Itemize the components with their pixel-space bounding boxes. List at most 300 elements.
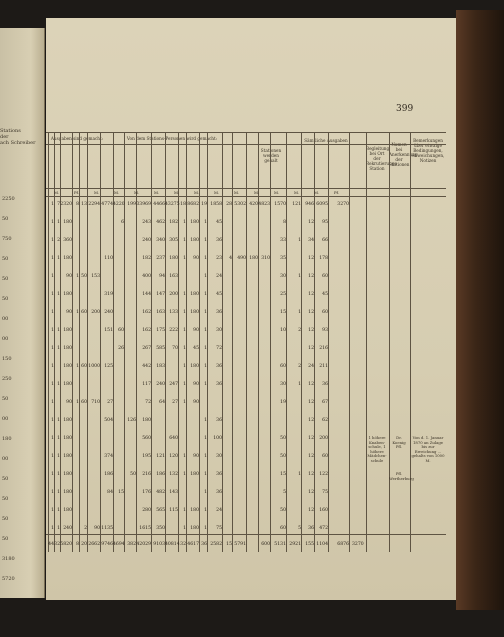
table-cell: 1 (51, 490, 54, 495)
table-cell: 186 (156, 472, 165, 477)
table-cell: 66 (322, 238, 328, 243)
table-cell: 36 (216, 310, 222, 315)
table-cell: 10 (280, 328, 286, 333)
table-cell: 1 (298, 238, 301, 243)
table-cell: 178 (319, 256, 328, 261)
total-cell: 32 (180, 542, 186, 547)
table-cell: 1 (204, 490, 207, 495)
total-cell: 5791 (234, 542, 246, 547)
table-cell: 60 (280, 526, 286, 531)
table-cell: 1 (51, 508, 54, 513)
table-cell: 1 (204, 508, 207, 513)
table-cell: 60 (322, 274, 328, 279)
table-cell: 147 (156, 292, 165, 297)
left-page-value: 150 (2, 356, 12, 362)
table-cell: 5302 (234, 202, 246, 207)
table-cell: 4774 (101, 202, 113, 207)
table-cell: 36 (216, 490, 222, 495)
table-cell: 1 (57, 328, 60, 333)
table-cell: 35 (280, 256, 286, 261)
table-cell: 160 (319, 508, 328, 513)
table-cell: 482 (156, 490, 165, 495)
total-cell: 9103 (153, 542, 165, 547)
column-rule (79, 132, 80, 552)
table-cell: 24 (216, 274, 222, 279)
unit-label: M. (214, 190, 220, 195)
table-cell: 64 (159, 400, 165, 405)
table-cell: 280 (142, 508, 151, 513)
column-rule (72, 132, 73, 552)
table-cell: 122 (319, 472, 328, 477)
table-cell: 180 (63, 328, 72, 333)
table-cell: 243 (142, 220, 151, 225)
table-cell: 2 (298, 328, 301, 333)
table-cell: 1 (183, 400, 186, 405)
table-cell: 1 (51, 292, 54, 297)
left-page-value: 50 (2, 536, 9, 542)
table-cell: 1 (57, 490, 60, 495)
left-page-value: 50 (2, 476, 9, 482)
table-cell: 143 (169, 490, 178, 495)
table-cell: 1 (183, 310, 186, 315)
ledger-table (46, 132, 446, 552)
table-cell: 12 (308, 274, 314, 279)
table-cell: 350 (156, 526, 165, 531)
left-page-value: 00 (2, 456, 9, 462)
table-cell: 462 (156, 220, 165, 225)
table-cell: 15 (118, 490, 124, 495)
table-cell: 180 (63, 508, 72, 513)
table-cell: 1 (204, 454, 207, 459)
column-rule (366, 132, 367, 552)
table-cell: 62 (322, 418, 328, 423)
table-cell: 1 (57, 508, 60, 513)
table-cell: 45 (193, 346, 199, 351)
column-rule (349, 132, 350, 552)
table-cell: 1 (183, 220, 186, 225)
table-cell: 1 (204, 472, 207, 477)
table-cell: 117 (142, 382, 151, 387)
table-cell: 2294 (88, 202, 100, 207)
table-cell: 1 (57, 220, 60, 225)
table-cell: 144 (142, 292, 151, 297)
table-cell: 1 (51, 472, 54, 477)
table-cell: 125 (104, 364, 113, 369)
column-rule (48, 132, 49, 552)
column-rule (410, 132, 411, 552)
table-cell: 211 (319, 364, 328, 369)
header-remarks: Bemerkungen über etwaige Bedingungen, Abweichungen, Notizen (411, 138, 445, 163)
left-page-value: 5720 (2, 576, 15, 582)
table-cell: 36 (216, 382, 222, 387)
table-cell: 180 (249, 256, 258, 261)
table-cell: 1 (183, 292, 186, 297)
table-cell: 1 (51, 328, 54, 333)
row-rule (46, 132, 446, 133)
table-cell: 72 (145, 400, 151, 405)
table-cell: 1 (76, 274, 79, 279)
table-cell: 95 (322, 220, 328, 225)
left-page-value: 50 (2, 516, 9, 522)
table-cell: 180 (190, 310, 199, 315)
ledger-page (46, 18, 456, 600)
column-rule (328, 132, 329, 552)
column-rule (54, 132, 55, 552)
table-cell: 19 (201, 202, 207, 207)
column-rule (113, 132, 114, 552)
left-header-line: Stations (0, 128, 21, 134)
table-cell: 1 (51, 346, 54, 351)
table-cell: 12 (308, 400, 314, 405)
column-rule (151, 132, 152, 552)
table-cell: 36 (322, 382, 328, 387)
left-header-line: der (0, 134, 9, 140)
unit-label: M. (274, 190, 280, 195)
total-cell: 36 (201, 542, 207, 547)
table-cell: 1 (76, 364, 79, 369)
table-cell: 175 (156, 328, 165, 333)
table-cell: 115 (169, 508, 178, 513)
table-cell: 12 (308, 418, 314, 423)
table-cell: 310 (261, 256, 270, 261)
column-rule (165, 132, 166, 552)
table-cell: 1570 (274, 202, 286, 207)
table-cell: 50 (130, 472, 136, 477)
table-cell: 400 (142, 274, 151, 279)
table-cell: 36 (216, 418, 222, 423)
header-names: Namen bei Anerkennung der Stationen (389, 142, 418, 167)
table-cell: 60 (322, 310, 328, 315)
table-cell: 93 (322, 328, 328, 333)
row-rule (46, 534, 446, 535)
left-page-value: 00 (2, 336, 9, 342)
total-cell: 42029 (136, 542, 151, 547)
left-header-line: ach Schreiber (0, 140, 36, 146)
table-cell: 420 (249, 202, 258, 207)
table-cell: 12 (308, 382, 314, 387)
column-rule (207, 132, 208, 552)
row-rule (46, 144, 446, 145)
table-cell: 1 (57, 292, 60, 297)
column-rule (258, 132, 259, 552)
table-cell: 90 (66, 310, 72, 315)
table-cell: 182 (169, 220, 178, 225)
table-cell: 319 (104, 292, 113, 297)
table-cell: 12 (308, 454, 314, 459)
table-cell: 2 (84, 526, 87, 531)
table-cell: 199 (127, 202, 136, 207)
table-cell: 4 (229, 256, 232, 261)
table-cell: 120 (169, 454, 178, 459)
table-cell: 195 (142, 454, 151, 459)
total-cell: 5820 (60, 542, 72, 547)
table-cell: 305 (169, 238, 178, 243)
table-cell: 180 (63, 364, 72, 369)
table-cell: 1 (298, 274, 301, 279)
table-cell: 1 (51, 274, 54, 279)
table-cell: 1615 (139, 526, 151, 531)
table-cell: 1 (57, 454, 60, 459)
total-cell: 5131 (274, 542, 286, 547)
table-cell: 12 (308, 508, 314, 513)
table-cell: 240 (142, 238, 151, 243)
table-cell: 180 (63, 220, 72, 225)
table-cell: 180 (190, 364, 199, 369)
table-cell: 70 (172, 346, 178, 351)
left-page-value: 00 (2, 416, 9, 422)
table-cell: 1 (204, 526, 207, 531)
table-cell: 8682 (187, 202, 199, 207)
unit-label: M. (194, 190, 200, 195)
total-cell: 600 (261, 542, 270, 547)
column-rule (286, 132, 287, 552)
table-cell: 1 (204, 292, 207, 297)
table-cell: 1 (57, 472, 60, 477)
group-header-stations: Von dem Stations-Personen wird gemacht: (126, 136, 218, 141)
table-cell: 162 (142, 328, 151, 333)
left-page-value: 250 (2, 376, 12, 382)
table-cell: 4220 (113, 202, 125, 207)
table-cell: 36 (216, 472, 222, 477)
table-cell: 1 (204, 346, 207, 351)
table-cell: 490 (237, 256, 246, 261)
table-cell: 60 (322, 454, 328, 459)
column-rule (186, 132, 187, 552)
table-cell: 180 (63, 292, 72, 297)
table-cell: 15 (280, 310, 286, 315)
left-page-value: 50 (2, 296, 9, 302)
table-cell: 60 (118, 328, 124, 333)
table-cell: 216 (142, 472, 151, 477)
table-cell: 360 (63, 238, 72, 243)
table-cell: 180 (63, 346, 72, 351)
table-cell: 560 (142, 436, 151, 441)
table-cell: 1 (51, 220, 54, 225)
table-cell: 50 (81, 274, 87, 279)
column-rule (87, 132, 88, 552)
table-cell: 8 (283, 220, 286, 225)
table-cell: 1 (183, 346, 186, 351)
table-cell: 15 (280, 472, 286, 477)
table-cell: 36 (216, 364, 222, 369)
table-cell: 180 (169, 256, 178, 261)
table-cell: 25 (280, 292, 286, 297)
column-rule (124, 132, 125, 552)
table-cell: 180 (63, 436, 72, 441)
table-cell: 133 (169, 310, 178, 315)
column-rule (246, 132, 247, 552)
column-rule (301, 132, 302, 552)
table-cell: 237 (156, 256, 165, 261)
table-cell: 30 (216, 328, 222, 333)
table-cell: 121 (292, 202, 301, 207)
table-cell: 1 (57, 436, 60, 441)
unit-label: M. (254, 190, 260, 195)
table-cell: 110 (104, 256, 113, 261)
table-cell: 36 (216, 238, 222, 243)
left-page-value: 50 (2, 256, 9, 262)
table-cell: 50 (280, 454, 286, 459)
table-cell: 710 (91, 400, 100, 405)
table-cell: 1 (76, 310, 79, 315)
left-page-value: 50 (2, 216, 9, 222)
table-cell: 1 (183, 238, 186, 243)
table-cell: 1 (183, 508, 186, 513)
table-cell: 153 (91, 274, 100, 279)
table-cell: 126 (127, 418, 136, 423)
left-page-value: 3180 (2, 556, 15, 562)
table-cell: 163 (156, 310, 165, 315)
table-cell: 45 (216, 220, 222, 225)
total-cell: 4694 (113, 542, 125, 547)
table-cell: 6095 (316, 202, 328, 207)
total-cell: 20 (81, 542, 87, 547)
unit-label: Pf. (74, 190, 80, 195)
group-header-salary: Stationen werden gehalt (260, 148, 282, 163)
table-cell: 1 (183, 328, 186, 333)
table-cell: 30 (216, 454, 222, 459)
table-cell: 216 (319, 346, 328, 351)
column-rule (389, 132, 390, 552)
table-cell: 45 (216, 292, 222, 297)
table-cell: 180 (190, 526, 199, 531)
table-cell: 72 (216, 346, 222, 351)
table-cell: 2 (298, 364, 301, 369)
table-cell: 23 (216, 256, 222, 261)
table-cell: 180 (190, 508, 199, 513)
table-cell: 1 (298, 310, 301, 315)
column-rule (100, 132, 101, 552)
table-cell: 60 (81, 310, 87, 315)
table-cell: 1858 (210, 202, 222, 207)
table-cell: 1 (204, 310, 207, 315)
table-cell: 182 (142, 256, 151, 261)
table-cell: 180 (63, 418, 72, 423)
total-cell: 9746 (101, 542, 113, 547)
table-cell: 1 (204, 238, 207, 243)
column-rule (134, 132, 140, 552)
table-cell: 84 (107, 490, 113, 495)
table-cell: 90 (193, 400, 199, 405)
table-cell: 565 (156, 508, 165, 513)
table-cell: 1 (57, 526, 60, 531)
table-cell: 180 (190, 220, 199, 225)
table-cell: 180 (63, 472, 72, 477)
table-cell: 180 (63, 490, 72, 495)
table-cell: 12 (308, 490, 314, 495)
table-cell: 12 (308, 292, 314, 297)
table-cell: 12 (308, 220, 314, 225)
table-cell: 3270 (337, 202, 349, 207)
column-rule (270, 132, 271, 552)
total-cell: 382 (127, 542, 136, 547)
table-cell: 180 (190, 472, 199, 477)
table-cell: 12 (308, 472, 314, 477)
table-cell: 1 (204, 436, 207, 441)
unit-label: M. (314, 190, 320, 195)
total-cell: 3270 (352, 542, 364, 547)
column-rule (178, 132, 179, 552)
table-cell: 186 (104, 472, 113, 477)
table-cell: 12 (308, 436, 314, 441)
left-page-value: 2250 (2, 196, 15, 202)
table-cell: 12 (308, 346, 314, 351)
table-cell: 43275 (165, 202, 180, 207)
unit-label: M. (114, 190, 120, 195)
unit-label: M. (154, 190, 160, 195)
table-cell: 1 (57, 256, 60, 261)
table-cell: 24 (216, 508, 222, 513)
table-cell: 162 (142, 310, 151, 315)
table-cell: 1 (51, 454, 54, 459)
table-cell: 1 (51, 526, 54, 531)
remark-text: Pfl. Wertherburg (389, 471, 414, 481)
table-cell: 90 (94, 526, 100, 531)
table-cell: 267 (142, 346, 151, 351)
table-cell: 240 (156, 382, 165, 387)
table-cell: 50 (280, 436, 286, 441)
table-cell: 176 (142, 490, 151, 495)
table-cell: 1 (51, 310, 54, 315)
table-cell: 1 (183, 454, 186, 459)
table-cell: 240 (104, 310, 113, 315)
table-cell: 26 (118, 346, 124, 351)
row-rule (46, 196, 446, 197)
table-cell: 90 (66, 400, 72, 405)
table-cell: 12 (308, 256, 314, 261)
table-cell: 374 (104, 454, 113, 459)
table-cell: 946 (305, 202, 314, 207)
total-cell: 2921 (289, 542, 301, 547)
table-cell: 18 (180, 202, 186, 207)
table-cell: 121 (156, 454, 165, 459)
table-cell: 1 (298, 382, 301, 387)
unit-label: M. (234, 190, 240, 195)
table-cell: 24 (308, 364, 314, 369)
table-cell: 1 (183, 364, 186, 369)
unit-label: M. (134, 190, 140, 195)
table-cell: 1 (51, 256, 54, 261)
table-cell: 183 (156, 364, 165, 369)
table-cell: 1 (204, 364, 207, 369)
table-cell: 1 (183, 382, 186, 387)
table-cell: 12 (308, 328, 314, 333)
table-cell: 75 (322, 490, 328, 495)
left-page-value: 50 (2, 396, 9, 402)
table-cell: 2320 (60, 202, 72, 207)
table-cell: 60 (280, 364, 286, 369)
table-cell: 640 (169, 436, 178, 441)
table-cell: 75 (216, 526, 222, 531)
table-cell: 1 (51, 418, 54, 423)
table-cell: 1 (204, 256, 207, 261)
left-page-value: 50 (2, 496, 9, 502)
left-page-edge (0, 28, 45, 598)
group-header-total: Sämtliche Ausgaben (304, 138, 348, 143)
table-cell: 2 (57, 238, 60, 243)
table-cell: 36 (308, 526, 314, 531)
remark-text: Dr. Koenig Pfl. (392, 435, 406, 450)
unit-label: Pf. (334, 190, 340, 195)
total-cell: 155 (305, 542, 314, 547)
table-cell: 27 (172, 400, 178, 405)
table-cell: 67 (322, 400, 328, 405)
table-cell: 1 (183, 526, 186, 531)
group-header-expenses: Ausgaben sind gemacht: (50, 136, 104, 141)
table-cell: 6 (121, 220, 124, 225)
table-cell: 442 (142, 364, 151, 369)
table-cell: 200 (319, 436, 328, 441)
